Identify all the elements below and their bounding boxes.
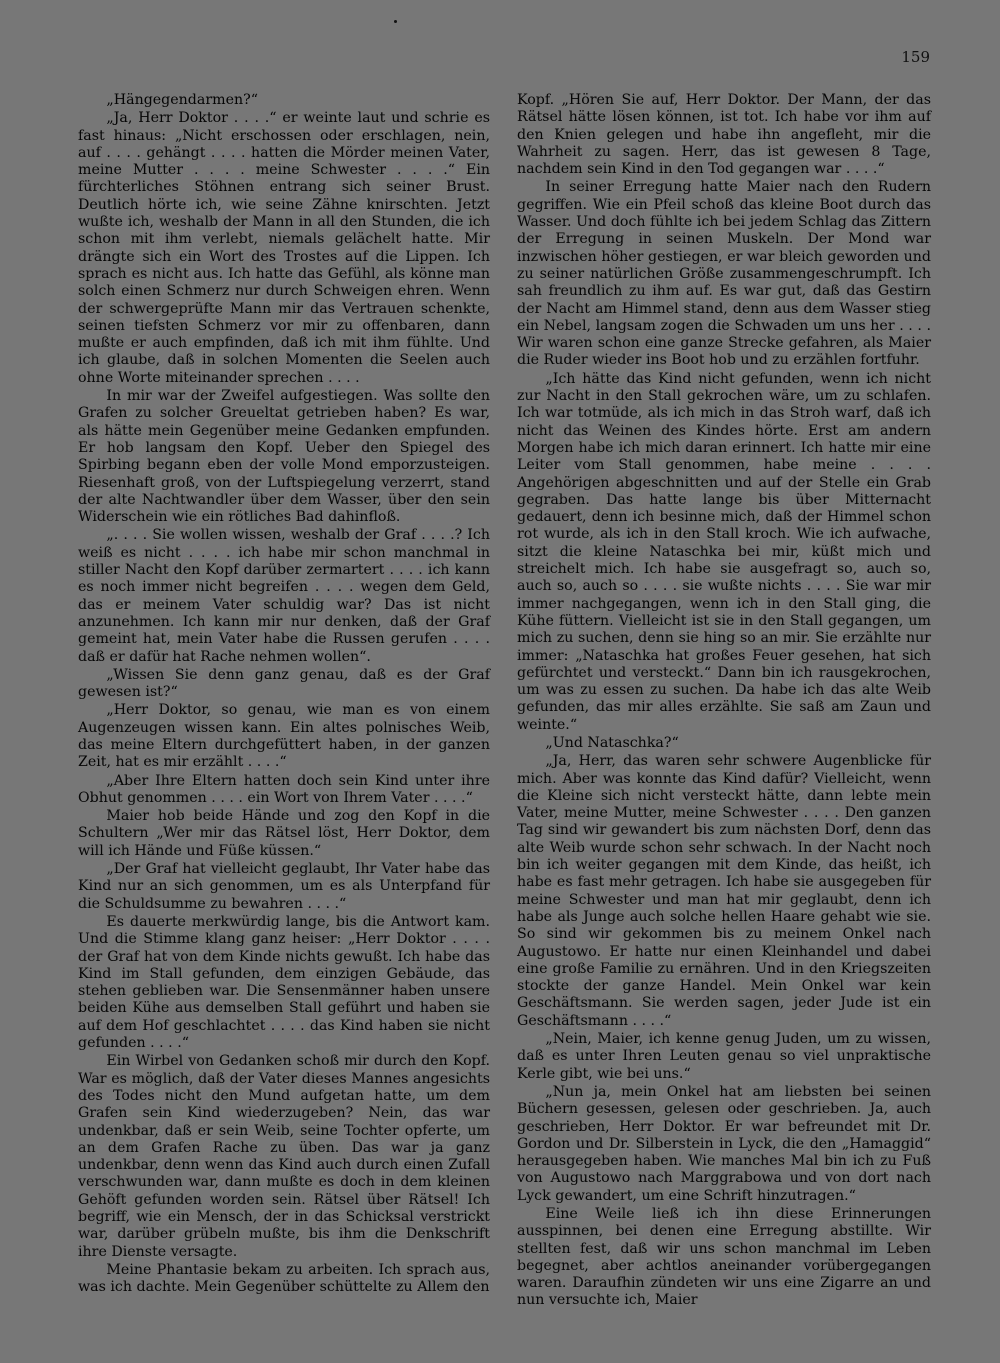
paragraph: Meine Phantasie bekam zu arbeiten. Ich sprach aus, was ich dachte. Mein Gegenüber schüttelte zu Allem den bbox=[78, 1261, 490, 1296]
paragraph: In mir war der Zweifel aufgestiegen. Was sollte den Grafen zu solcher Greueltat getrieben haben? Es war, als hätte mein Gegenüber meine Gedanken empfunden. Er hob langsam den Kopf. Ueber den Spiegel des Spirbing begann eben der volle Mond emporzusteigen. Riesenhaft groß, von der Luftspiegelung verzerrt, stand der alte Nachtwandler über dem Wasser, über den sein Widerschein wie ein rötliches Bad dahinfloß. bbox=[78, 388, 490, 526]
paragraph: „Aber Ihre Eltern hatten doch sein Kind unter ihre Obhut genommen . . . . ein Wort von Ihrem Vater . . . .“ bbox=[78, 772, 490, 806]
paragraph: „Der Graf hat vielleicht geglaubt, Ihr Vater habe das Kind nur an sich genommen, um es als Unterpfand für die Schuldsumme zu bewahren . . . .“ bbox=[78, 861, 490, 912]
paragraph: „Hängegendarmen?“ bbox=[106, 92, 258, 108]
paragraph: In seiner Erregung hatte Maier nach den Rudern gegriffen. Wie ein Pfeil schoß das kleine Boot durch das Wasser. Und doch fühlte ich bei jedem Schlag das Zittern der Erregung in seinen Muskeln. Der Mond war inzwischen höher gestiegen, er war bleich geworden und zu seiner natürlichen Größe zusammengeschrumpft. Ich sah freundlich zu ihm auf. Es war gut, daß das Gestirn der Nacht am Himmel stand, denn aus dem Wasser stieg ein Nebel, langsam zogen die Schwaden um uns her . . . . Wir waren schon eine ganze Strecke gefahren, als Maier die Ruder wieder ins Boot hob und zu erzählen fortfuhr. bbox=[517, 179, 931, 369]
paragraph: „Wissen Sie denn ganz genau, daß es der Graf gewesen ist?“ bbox=[78, 666, 490, 701]
right-column bbox=[517, 92, 931, 1311]
paragraph: „Herr Doktor, so genau, wie man es von einem Augenzeugen wissen kann. Ein altes polnisches Weib, das meine Eltern durchgefüttert haben, in der ganzen Zeit, hat es mir erzählt . . . .“ bbox=[78, 702, 490, 771]
printing-dot bbox=[394, 20, 397, 23]
paragraph: „Nun ja, mein Onkel hat am liebsten bei seinen Büchern gesessen, gelesen oder geschrieben. Ja, auch geschrieben, Herr Doktor. Er war befreundet mit Dr. Gordon und Dr. Silberstein in Lyck, die den „Hamaggid“ herausgegeben haben. Wie manches Mal bin ich zu Fuß von Augustowo nach Marggrabowa und von dort nach Lyck gewandert, um eine Schrift hinzutragen.“ bbox=[517, 1083, 931, 1204]
paragraph: Ein Wirbel von Gedanken schoß mir durch den Kopf. War es möglich, daß der Vater dieses Mannes angesichts des Todes nicht den Mund aufgetan hatte, um dem Grafen sein Kind wiederzugeben? Nein, das war undenkbar, daß er sein Weib, seine Tochter opferte, um an dem Grafen Rache zu üben. Das war ja ganz undenkbar, denn wenn das Kind auch durch einen Zufall verschwunden war, dann mußte es doch in dem kleinen Gehöft gefunden worden sein. Rätsel über Rätsel! Ich begriff, wie ein Mensch, der in das Schicksal verstrickt war, darüber grübeln mußte, bis ihm die Denkschrift ihre Dienste versagte. bbox=[78, 1053, 490, 1260]
paragraph: „Ja, Herr, das waren sehr schwere Augenblicke für mich. Aber was konnte das Kind dafür? Vielleicht, wenn die Kleine sich nicht versteckt hätte, dann lebte mein Vater, meine Mutter, meine Schwester . . . . Den ganzen Tag sind wir gewandert bis zum nächsten Dorf, denn das alte Weib wurde schon sehr schwach. In der Nacht noch bin ich weiter gegangen mit dem Kinde, das heißt, ich habe es fast mehr getragen. Ich habe sie ausgegeben für meine Schwester und man hat mir geglaubt, denn ich habe als Junge auch solche hellen Haare gehabt wie sie. So sind wir gekommen bis zu meinem Onkel nach Augustowo. Er hatte nur einen Kleinhandel und dabei eine große Familie zu ernähren. Und in den Kriegszeiten stockte der ganze Handel. Mein Onkel war kein Geschäftsmann. Sie werden sagen, jeder Jude ist ein Geschäftsmann . . . .“ bbox=[517, 753, 931, 1029]
paragraph: Es dauerte merkwürdig lange, bis die Antwort kam. Und die Stimme klang ganz heiser: „Herr Doktor . . . . der Graf hat von dem Kinde nichts gewußt. Ich habe das Kind im Stall gefunden, dem einzigen Gebäude, das stehen geblieben war. Die Sensenmänner haben unsere beiden Kühe aus demselben Stall geführt und haben sie auf dem Hof geschlachtet . . . . das Kind haben sie nicht gefunden . . . .“ bbox=[78, 913, 490, 1052]
paragraph: „Nein, Maier, ich kenne genug Juden, um zu wissen, daß es unter Ihren Leuten genau so viel unpraktische Kerle gibt, wie bei uns.“ bbox=[517, 1031, 931, 1082]
paragraph: Maier hob beide Hände und zog den Kopf in die Schultern „Wer mir das Rätsel löst, Herr Doktor, dem will ich Hände und Füße küssen.“ bbox=[78, 808, 490, 859]
paragraph: „. . . . Sie wollen wissen, weshalb der Graf . . . .? Ich weiß es nicht . . . . ich habe mir schon manchmal in stiller Nacht den Kopf darüber zermartert . . . . ich kann es noch immer nicht begreifen . . . . wegen dem Geld, das er meinem Vater schuldig war? Das ist nicht anzunehmen. Ich kann mir nur denken, daß der Graf gemeint hat, mein Vater habe die Russen gerufen . . . . daß er dafür hat Rache nehmen wollen“. bbox=[78, 527, 490, 665]
left-column bbox=[78, 92, 490, 1297]
paragraph: „Und Nataschka?“ bbox=[545, 734, 679, 751]
paragraph-continued: Kopf. „Hören Sie auf, Herr Doktor. Der Mann, der das Rätsel hätte lösen können, ist tot. Ich habe vor ihm auf den Knien gelegen und habe ihn angefleht, mir die Wahrheit zu sagen. Herr, das ist gewesen 8 Tage, nachdem sein Kind in den Tod gegangen war . . . .“ bbox=[517, 92, 931, 178]
paragraph: „Ja, Herr Doktor . . . .“ er weinte laut und schrie es fast hinaus: „Nicht erschossen oder erschlagen, nein, auf . . . . gehängt . . . . hatten die Mörder meinen Vater, meine Mutter . . . . meine Schwester . . . .“ Ein fürchterliches Stöhnen entrang sich seiner Brust. Deutlich hörte ich, wie seine Zähne knirschten. Jetzt wußte ich, weshalb der Mann in all den Stunden, die ich schon mit ihm verlebt, niemals gelächelt hatte. Mir drängte sich ein Wort des Trostes auf die Lippen. Ich sprach es nicht aus. Ich hatte das Gefühl, als könne man solch einen Schmerz nur durch Schweigen ehren. Wenn der schwergeprüfte Mann mir das Vertrauen schenkte, seinen tiefsten Schmerz vor mir zu offenbaren, dann mußte er auch empfinden, daß ich mit ihm fühlte. Und ich glaube, daß in solchen Momenten die Seelen auch ohne Worte miteinander sprechen . . . . bbox=[78, 110, 490, 386]
page-number: 159 bbox=[901, 48, 930, 66]
paragraph: „Ich hätte das Kind nicht gefunden, wenn ich nicht zur Nacht in den Stall gekrochen wäre, um zu schlafen. Ich war totmüde, als ich mich in das Stroh warf, daß ich nicht das Weinen des Kindes hörte. Erst am andern Morgen habe ich mich daran erinnert. Ich hatte mir eine Leiter vom Stall genommen, habe meine . . . . Angehörigen abgeschnitten und auf der Stelle ein Grab gegraben. Das hatte lange bis über Mitternacht gedauert, denn ich besinne mich, daß der Himmel schon rot wurde, als ich in den Stall kroch. Wie ich aufwache, sitzt die kleine Nataschka bei mir, küßt mich und streichelt mich. Ich habe sie ausgefragt so, auch so, auch so, auch so . . . . sie wußte nichts . . . . Sie war mir immer nachgegangen, wenn ich in den Stall ging, die Kühe füttern. Vielleicht ist sie in den Stall gegangen, um mich zu suchen, denn sie hing so an mir. Sie erzählte nur immer: „Nataschka hat großes Feuer gesehen, hat sich gefürchtet und versteckt.“ Dann bin ich rausgekrochen, um was zu essen zu suchen. Da habe ich das alte Weib gefunden, das mir alles erzählte. Sie saß am Zaun und weinte.“ bbox=[517, 370, 931, 733]
paragraph: Eine Weile ließ ich ihn diese Erinnerungen ausspinnen, bei denen eine Erregung abstillte. Wir stellten fest, daß wir uns schon manchmal im Leben begegnet, aber achtlos aneinander vorübergegangen waren. Daraufhin zündeten wir uns eine Zigarre an und nun versuchte ich, Maier bbox=[517, 1206, 931, 1309]
